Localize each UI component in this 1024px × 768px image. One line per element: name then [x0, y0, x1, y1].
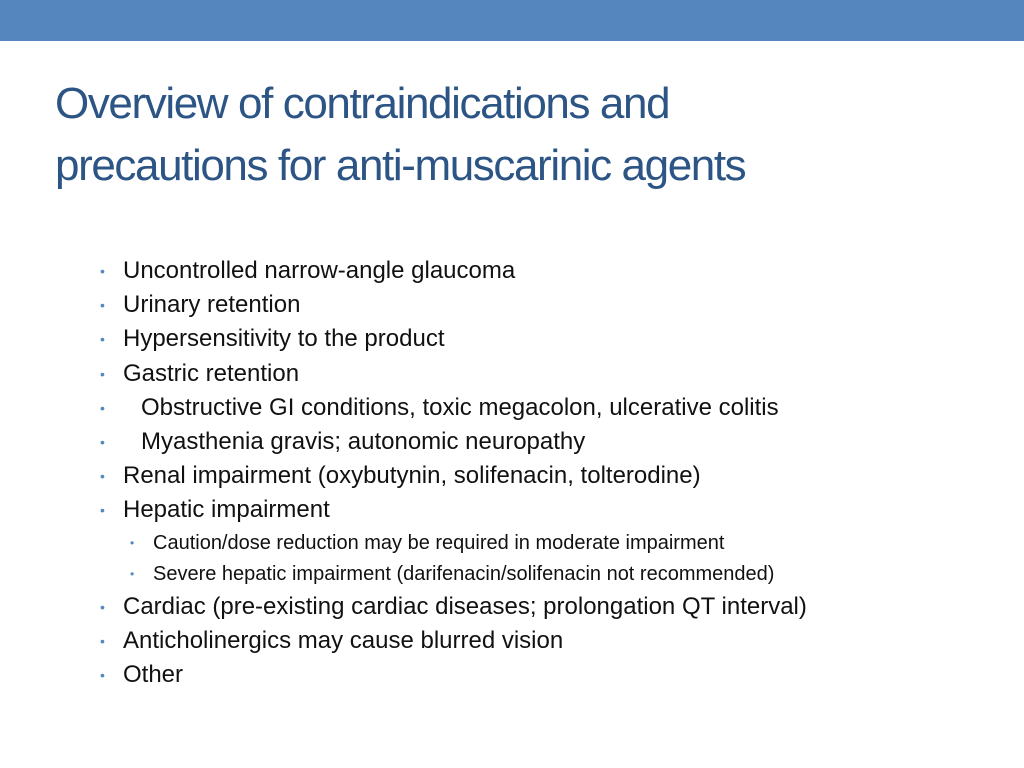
bullet-icon: • — [100, 632, 105, 649]
bullet-icon: • — [100, 399, 105, 416]
list-item-text: Other — [123, 661, 184, 689]
bullet-icon: • — [100, 434, 105, 451]
list-item-text: Caution/dose reduction may be required in moderate impairment — [153, 531, 725, 554]
list-item-text: Hepatic impairment — [123, 496, 330, 524]
bullet-icon: • — [100, 598, 105, 615]
sub-list-item — [130, 559, 1000, 590]
list-item — [100, 459, 1000, 493]
list-item-text: Renal impairment (oxybutynin, solifenacin, tolterodine) — [123, 462, 701, 490]
bullet-icon: • — [100, 502, 105, 519]
list-item — [100, 288, 1000, 322]
bullet-icon: • — [100, 468, 105, 485]
list-item-text: Gastric retention — [123, 359, 300, 387]
list-item-text: Hypersensitivity to the product — [123, 325, 445, 353]
bullet-icon: • — [130, 535, 135, 550]
bullet-icon: • — [100, 263, 105, 279]
list-item-text: Anticholinergics may cause blurred vision — [123, 626, 564, 654]
list-item — [100, 357, 1000, 391]
list-item — [100, 391, 1000, 425]
list-item — [100, 493, 1000, 527]
list-item-text: Urinary retention — [123, 291, 301, 319]
bullet-icon: • — [100, 297, 105, 314]
bullet-list — [100, 254, 1000, 692]
list-item — [100, 425, 1000, 459]
list-item — [100, 624, 1000, 658]
slide-title-line-1: Overview of contraindications and — [55, 79, 670, 128]
list-item-text: Obstructive GI conditions, toxic megacolon, ulcerative colitis — [141, 393, 779, 421]
list-item — [100, 322, 1000, 356]
bullet-icon: • — [100, 365, 105, 382]
list-item-text: Uncontrolled narrow-angle glaucoma — [123, 257, 516, 284]
list-item-text: Severe hepatic impairment (darifenacin/solifenacin not recommended) — [153, 562, 775, 585]
list-item — [100, 658, 1000, 692]
bullet-icon: • — [100, 331, 105, 348]
list-item-text: Cardiac (pre-existing cardiac diseases; prolongation QT interval) — [123, 592, 807, 620]
slide-title — [55, 73, 985, 197]
bullet-icon: • — [100, 667, 105, 684]
bullet-icon: • — [130, 566, 135, 581]
sub-list-item — [130, 528, 1000, 559]
list-item — [100, 590, 1000, 624]
list-item-text: Myasthenia gravis; autonomic neuropathy — [141, 428, 586, 456]
slide-title-line-2: precautions for anti-muscarinic agents — [55, 141, 746, 190]
top-accent-bar — [0, 0, 1024, 41]
list-item — [100, 254, 1000, 288]
